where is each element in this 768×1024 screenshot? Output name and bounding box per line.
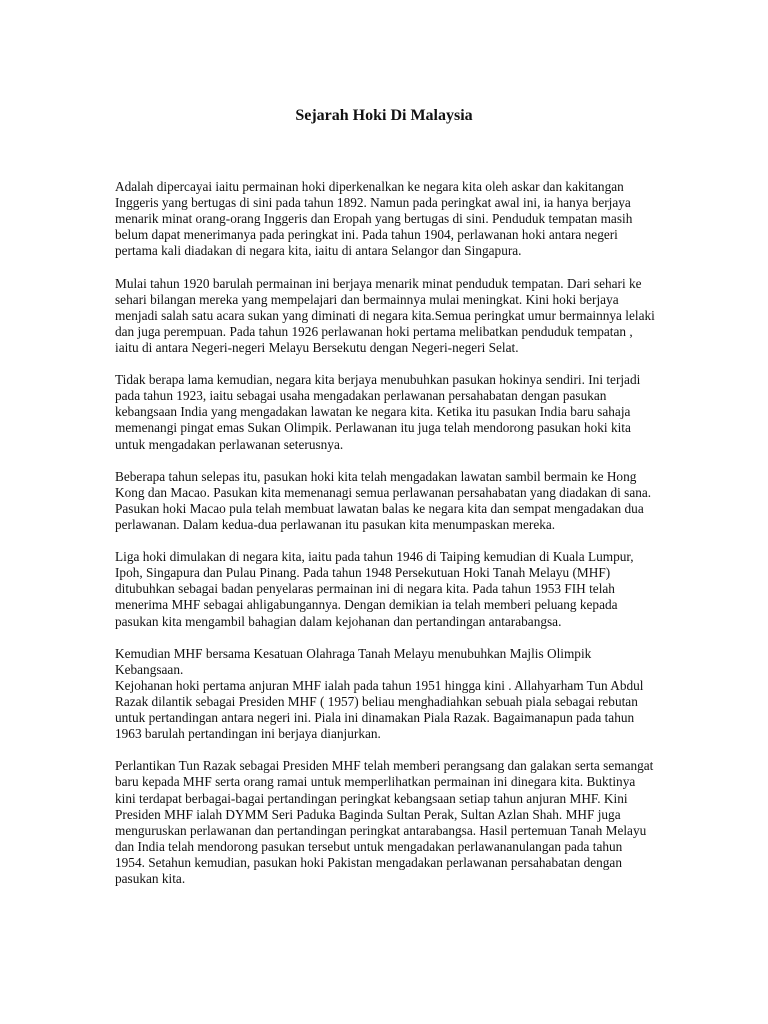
document-body <box>115 179 655 903</box>
paragraph-5: Liga hoki dimulakan di negara kita, iaitu pada tahun 1946 di Taiping kemudian di Kuala Lumpur, Ipoh, Singapura dan Pulau Pinang. Pada tahun 1948 Persekutuan Hoki Tanah Melayu (MHF) ditubuhkan sebagai badan penyelaras permainan ini di negara kita. Pada tahun 1953 FIH telah menerima MHF sebagai ahligabungannya. Dengan demikian ia telah memberi peluang kepada pasukan kita mengambil bahagian dalam kejohanan dan pertandingan antarabangsa. <box>115 549 634 629</box>
paragraph-2: Mulai tahun 1920 barulah permainan ini berjaya menarik minat penduduk tempatan. Dari sehari ke sehari bilangan mereka yang mempelajari dan bermainnya mulai meningkat. Kini hoki berjaya menjadi salah satu acara sukan yang diminati di negara kita.Semua peringkat umur bermainnya lelaki dan juga perempuan. Pada tahun 1926 perlawanan hoki pertama melibatkan penduduk tempatan , iaitu di antara Negeri-negeri Melayu Bersekutu dengan Negeri-negeri Selat. <box>115 275 655 355</box>
paragraph-6: Kemudian MHF bersama Kesatuan Olahraga Tanah Melayu menubuhkan Majlis Olimpik Kebangsaan. <box>115 645 592 677</box>
paragraph-4: Beberapa tahun selepas itu, pasukan hoki kita telah mengadakan lawatan sambil bermain ke Hong Kong dan Macao. Pasukan kita memenanagi semua perlawanan persahabatan yang diadakan di sana. Pasukan hoki Macao pula telah membuat lawatan balas ke negara kita dan sempat mengadakan dua perlawanan. Dalam kedua-dua perlawanan itu pasukan kita menumpaskan mereka. <box>115 468 652 532</box>
paragraph-1: Adalah dipercayai iaitu permainan hoki diperkenalkan ke negara kita oleh askar dan kakitangan Inggeris yang bertugas di sini pada tahun 1892. Namun pada peringkat awal ini, ia hanya berjaya menarik minat orang-orang Inggeris dan Eropah yang bertugas di sini. Penduduk tempatan masih belum dapat menerimanya pada peringkat ini. Pada tahun 1904, perlawanan hoki antara negeri pertama kali diadakan di negara kita, iaitu di antara Selangor dan Singapura. <box>115 179 633 259</box>
paragraph-7: Kejohanan hoki pertama anjuran MHF ialah pada tahun 1951 hingga kini . Allahyarham Tun Abdul Razak dilantik sebagai Presiden MHF ( 1957) beliau menghadiahkan sebuah piala sebagai rebutan untuk pertandingan antara negeri ini. Piala ini dinamakan Piala Razak. Bagaimanapun pada tahun 1963 barulah pertandingan ini berjaya dianjurkan. <box>115 677 644 742</box>
paragraph-3: Tidak berapa lama kemudian, negara kita berjaya menubuhkan pasukan hokinya sendiri. Ini terjadi pada tahun 1923, iaitu sebagai usaha mengadakan perlawanan persahabatan dengan pasukan kebangsaan India yang mengadakan lawatan ke negara kita. Ketika itu pasukan India baru sahaja memenangi pingat emas Sukan Olimpik. Perlawanan itu juga telah mendorong pasukan hoki kita untuk mengadakan perlawanan seterusnya. <box>115 372 641 452</box>
paragraph-8: Perlantikan Tun Razak sebagai Presiden MHF telah memberi perangsang dan galakan serta semangat baru kepada MHF serta orang ramai untuk memperlihatkan permainan ini dinegara kita. Buktinya kini terdapat berbagai-bagai pertandingan peringkat kebangsaan setiap tahun anjuran MHF. Kini Presiden MHF ialah DYMM Seri Paduka Baginda Sultan Perak, Sultan Azlan Shah. MHF juga menguruskan perlawanan dan pertandingan peringkat antarabangsa. Hasil pertemuan Tanah Melayu dan India telah mendorong pasukan tersebut untuk mengadakan perlawananulangan pada tahun 1954. Setahun kemudian, pasukan hoki Pakistan mengadakan perlawanan persahabatan dengan pasukan kita. <box>115 758 654 887</box>
page-title: Sejarah Hoki Di Malaysia <box>295 107 473 124</box>
